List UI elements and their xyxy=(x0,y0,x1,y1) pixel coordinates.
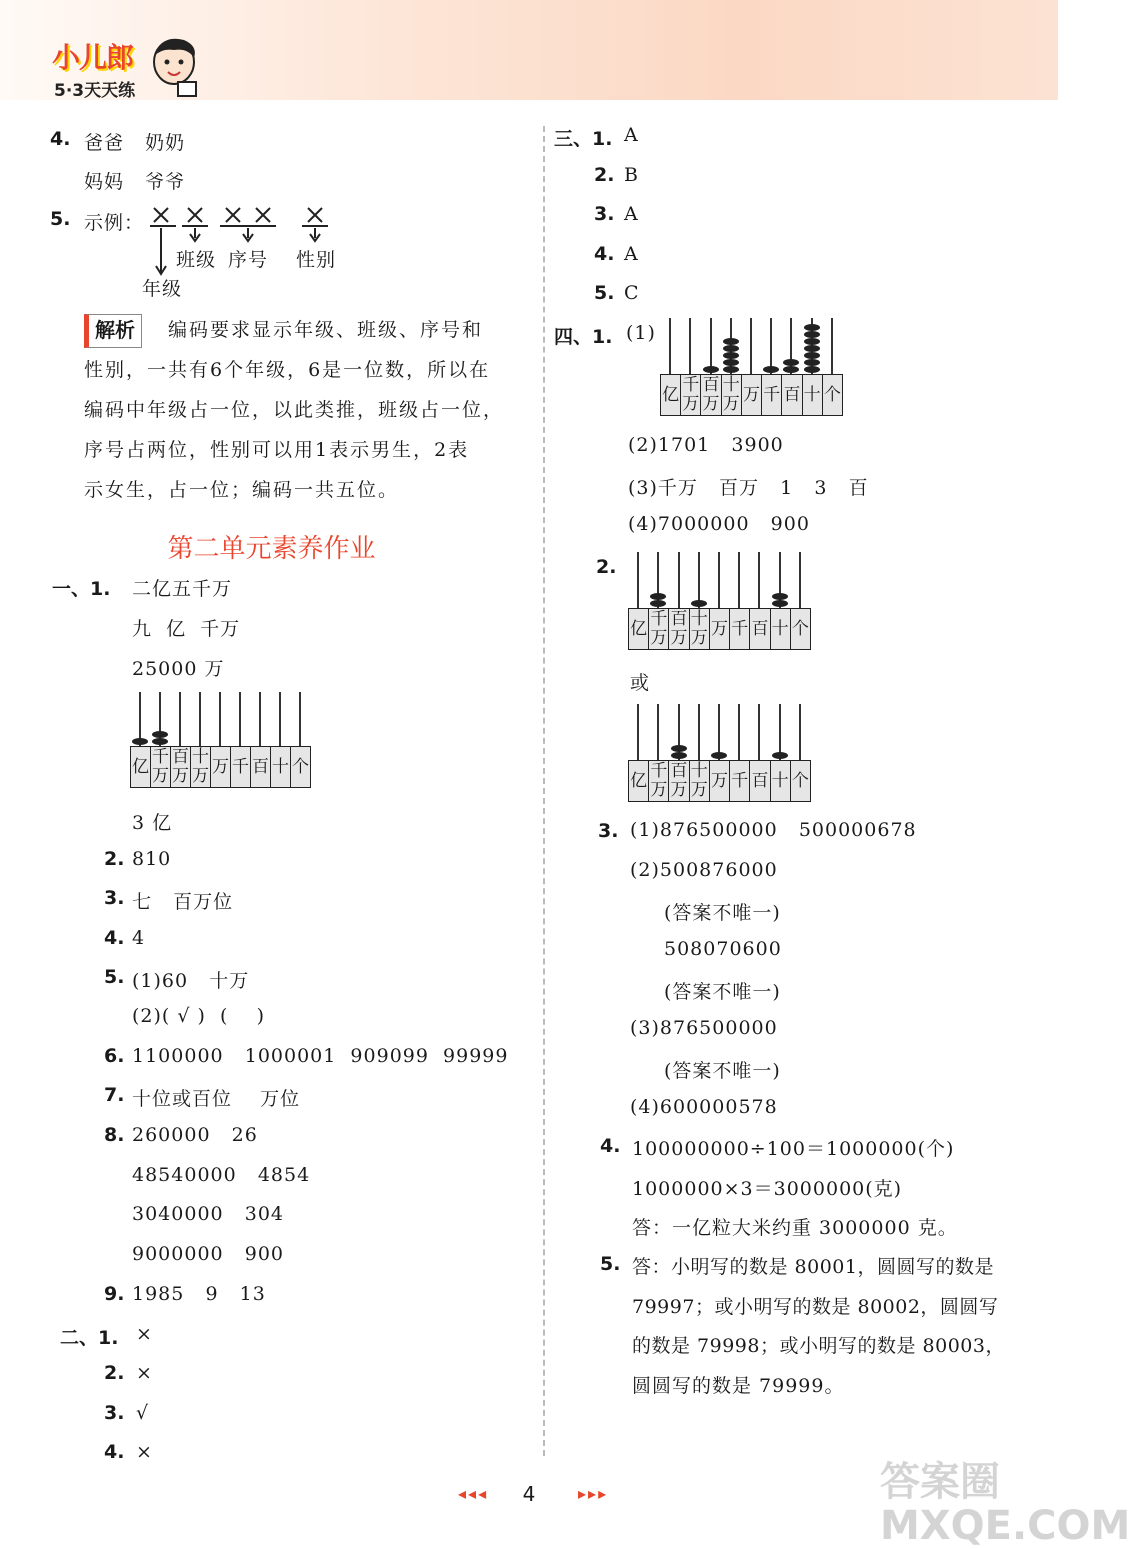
abacus-bead xyxy=(772,752,788,759)
left-item-label: 二、1. xyxy=(60,1327,119,1349)
abacus-place-label: 亿 xyxy=(628,760,649,802)
analysis-line-2: 性别，一共有6个年级，6是一位数，所以在 xyxy=(84,359,491,381)
left-item-text: 48540000 4854 xyxy=(132,1164,311,1186)
abacus-rod xyxy=(698,704,700,760)
abacus-place-label: 百 xyxy=(250,746,271,788)
left-item-label: 3. xyxy=(104,887,125,909)
right-item-text: (答案不唯一) xyxy=(664,981,781,1003)
left-item-text: 1985 9 13 xyxy=(132,1283,266,1305)
abacus-bead xyxy=(783,366,799,373)
abacus-rod xyxy=(199,692,201,746)
abacus-place-label: 千 万 xyxy=(648,608,669,650)
abacus-right-q1 xyxy=(660,318,842,416)
left-item-label: 一、1. xyxy=(52,578,111,600)
abacus-right-q2b xyxy=(628,704,810,802)
abacus-place-label: 百 xyxy=(749,608,770,650)
left-item-text: 25000 万 xyxy=(132,658,225,680)
abacus-place-label: 十 xyxy=(770,608,791,650)
abacus-bead xyxy=(711,752,727,759)
abacus-rod xyxy=(799,552,801,608)
abacus-rod xyxy=(239,692,241,746)
logo xyxy=(40,28,200,104)
right-item-text: (2)500876000 xyxy=(630,859,778,881)
left-item-label: 4. xyxy=(104,927,125,949)
left-item-label: 8. xyxy=(104,1124,125,1146)
right-item-text: 圆圆写的数是 79999。 xyxy=(632,1375,845,1397)
diagram-label-class: 班级 xyxy=(176,249,217,271)
right-item-label: 3. xyxy=(598,820,619,842)
abacus-rod xyxy=(738,704,740,760)
abacus-rod xyxy=(259,692,261,746)
right-item-label: 4. xyxy=(594,243,615,265)
left-item-label: 9. xyxy=(104,1283,125,1305)
right-item-text: (3)876500000 xyxy=(630,1017,778,1039)
right-item-text: 答：小明写的数是 80001，圆圆写的数是 xyxy=(632,1256,994,1278)
analysis-line-5: 示女生，占一位；编码一共五位。 xyxy=(84,479,400,501)
left-item-text: (1)60 十万 xyxy=(132,970,250,992)
abacus-bead xyxy=(723,338,739,345)
abacus-place-label: 十 万 xyxy=(689,760,710,802)
left-item-text: 二亿五千万 xyxy=(132,578,233,600)
left-item-label: 4. xyxy=(104,1441,125,1463)
right-item-text: B xyxy=(624,164,639,186)
left-item-text: 1100000 1000001 909099 99999 xyxy=(132,1045,509,1067)
right-item-text: A xyxy=(624,243,639,265)
abacus-place-label: 个 xyxy=(790,608,811,650)
abacus-bead xyxy=(723,352,739,359)
abacus-left-q1 xyxy=(130,692,310,788)
abacus-rod xyxy=(678,552,680,608)
abacus-place-label: 千 xyxy=(729,608,750,650)
abacus-bead xyxy=(671,752,687,759)
left-item-label: 2. xyxy=(104,1362,125,1384)
abacus-place-label: 百 万 xyxy=(700,374,721,416)
abacus-bead xyxy=(804,338,820,345)
left-item-text: 260000 26 xyxy=(132,1124,258,1146)
question-4-line-2: 妈妈 爷爷 xyxy=(84,171,186,193)
abacus-bead xyxy=(132,738,148,745)
analysis-badge: 解析 xyxy=(84,314,142,348)
right-item-text: (4)7000000 900 xyxy=(628,513,810,535)
abacus-bead xyxy=(804,345,820,352)
diagram-label-grade: 年级 xyxy=(142,278,183,300)
abacus-rod xyxy=(750,318,752,374)
right-item-text: 1000000×3＝3000000(克) xyxy=(632,1178,903,1200)
abacus-place-label: 百 万 xyxy=(172,747,189,786)
abacus-bead xyxy=(650,593,666,600)
mascot-icon xyxy=(144,32,204,102)
abacus-bead xyxy=(804,324,820,331)
logo-subtitle: 5·3天天练 xyxy=(54,81,136,101)
abacus-place-label: 十 万 xyxy=(192,747,209,786)
abacus-bead xyxy=(152,731,168,738)
left-item-text: × xyxy=(136,1362,153,1384)
left-item-text: 3040000 304 xyxy=(132,1203,285,1225)
right-item-label: 3. xyxy=(594,203,615,225)
abacus-bead xyxy=(703,366,719,373)
question-5-text: 示例： xyxy=(84,212,145,234)
abacus-bead xyxy=(804,366,820,373)
abacus-bead xyxy=(691,600,707,607)
right-item-label: 2. xyxy=(596,556,617,578)
column-divider xyxy=(543,126,545,1456)
left-item-text: √ xyxy=(136,1402,150,1424)
right-item-label: 5. xyxy=(594,282,615,304)
abacus-bead xyxy=(772,593,788,600)
left-item-label: 5. xyxy=(104,966,125,988)
abacus-bead xyxy=(772,600,788,607)
abacus-place-label: 十 xyxy=(802,374,823,416)
abacus-rod xyxy=(738,552,740,608)
abacus-bead xyxy=(723,366,739,373)
next-arrows-icon: ▸▸▸ xyxy=(578,1484,609,1503)
abacus-place-label: 千 万 xyxy=(152,747,169,786)
abacus-bead xyxy=(723,345,739,352)
logo-title: 小儿郎 xyxy=(52,41,134,74)
right-item-text: (答案不唯一) xyxy=(664,902,781,924)
abacus-bead xyxy=(783,359,799,366)
analysis-line-3: 编码中年级占一位，以此类推，班级占一位， xyxy=(84,399,505,421)
abacus-bead xyxy=(671,745,687,752)
analysis-line-4: 序号占两位，性别可以用1表示男生，2表 xyxy=(84,439,470,461)
abacus-place-label: 个 xyxy=(290,746,311,788)
abacus-place-label: 亿 xyxy=(628,608,649,650)
diagram-label-number: 序号 xyxy=(228,249,269,271)
prev-arrows-icon: ◂◂◂ xyxy=(458,1484,489,1503)
abacus-place-label: 千 万 xyxy=(648,760,669,802)
left-item-text: 十位或百位 万位 xyxy=(132,1088,301,1110)
abacus-rod xyxy=(179,692,181,746)
diagram-label-gender: 性别 xyxy=(296,249,337,271)
right-item-text: (1) xyxy=(626,322,656,344)
abacus-place-label: 千 万 xyxy=(680,374,701,416)
abacus-rod xyxy=(657,704,659,760)
abacus-place-label: 百 万 xyxy=(668,608,689,650)
abacus-bead xyxy=(804,352,820,359)
right-item-text: 答：一亿粒大米约重 3000000 克。 xyxy=(632,1217,958,1239)
question-5-label: 5. xyxy=(50,208,71,230)
abacus-bead xyxy=(804,331,820,338)
abacus-rod xyxy=(718,552,720,608)
analysis-line-1: 编码要求显示年级、班级、序号和 xyxy=(168,319,484,341)
abacus-bead xyxy=(650,600,666,607)
right-item-text: (1)876500000 500000678 xyxy=(630,819,917,841)
right-item-label: 四、1. xyxy=(554,326,613,348)
left-item-label: 6. xyxy=(104,1045,125,1067)
abacus-place-label: 亿 xyxy=(130,746,151,788)
right-item-label: 5. xyxy=(600,1253,621,1275)
right-item-text: (3)千万 百万 1 3 百 xyxy=(628,477,869,499)
left-item-label: 7. xyxy=(104,1084,125,1106)
left-item-text: 810 xyxy=(132,848,172,870)
right-item-label: 三、1. xyxy=(554,128,613,150)
abacus-rod xyxy=(799,704,801,760)
right-item-text: A xyxy=(624,203,639,225)
watermark xyxy=(880,1460,1130,1548)
abacus-place-label: 亿 xyxy=(660,374,681,416)
abacus-place-label: 十 万 xyxy=(721,374,742,416)
abacus-rod xyxy=(758,552,760,608)
left-item-text: 4 xyxy=(132,927,146,949)
abacus-place-label: 千 xyxy=(729,760,750,802)
left-item-text: × xyxy=(136,1323,153,1345)
abacus-place-label: 万 xyxy=(709,760,730,802)
left-item-text: 七 百万位 xyxy=(132,891,234,913)
abacus-place-label: 万 xyxy=(741,374,762,416)
right-item-text: 或 xyxy=(630,672,651,694)
question-4-line-1: 爸爸 奶奶 xyxy=(84,132,186,154)
abacus-rod xyxy=(299,692,301,746)
abacus-rod xyxy=(219,692,221,746)
right-item-text: (答案不唯一) xyxy=(664,1060,781,1082)
abacus-bead xyxy=(763,366,779,373)
abacus-place-label: 万 xyxy=(709,608,730,650)
abacus-place-label: 十 万 xyxy=(689,608,710,650)
left-item-text: (2)( √ ) ( ) xyxy=(132,1005,265,1027)
abacus-place-label: 万 xyxy=(210,746,231,788)
right-item-label: 2. xyxy=(594,164,615,186)
abacus-place-label: 千 xyxy=(230,746,251,788)
right-item-label: 4. xyxy=(600,1135,621,1157)
right-item-text: (4)600000578 xyxy=(630,1096,778,1118)
right-item-text: 79997；或小明写的数是 80002，圆圆写 xyxy=(632,1296,999,1318)
right-item-text: 508070600 xyxy=(664,938,782,960)
abacus-rod xyxy=(689,318,691,374)
left-item-label: 3. xyxy=(104,1402,125,1424)
abacus-place-label: 个 xyxy=(822,374,843,416)
abacus-place-label: 十 xyxy=(270,746,291,788)
abacus-rod xyxy=(669,318,671,374)
abacus-rod xyxy=(637,704,639,760)
abacus-rod xyxy=(831,318,833,374)
right-item-text: A xyxy=(624,124,639,146)
left-item-text: 3 亿 xyxy=(132,812,173,834)
right-item-text: 100000000÷100＝1000000(个) xyxy=(632,1138,955,1160)
abacus-bead xyxy=(804,359,820,366)
abacus-bead xyxy=(152,738,168,745)
right-item-text: 的数是 79998；或小明写的数是 80003， xyxy=(632,1335,1005,1357)
right-item-text: C xyxy=(624,282,640,304)
abacus-place-label: 百 xyxy=(749,760,770,802)
section-title: 第二单元素养作业 xyxy=(167,534,376,564)
left-item-label: 2. xyxy=(104,848,125,870)
abacus-bead xyxy=(723,359,739,366)
abacus-place-label: 百 万 xyxy=(668,760,689,802)
abacus-place-label: 个 xyxy=(790,760,811,802)
watermark-text: 答案圈 MXQE.COM xyxy=(880,1459,1130,1549)
abacus-place-label: 千 xyxy=(761,374,782,416)
abacus-place-label: 十 xyxy=(770,760,791,802)
abacus-rod xyxy=(279,692,281,746)
page-number: 4 xyxy=(522,1482,536,1506)
abacus-place-label: 百 xyxy=(781,374,802,416)
left-item-text: 9000000 900 xyxy=(132,1243,285,1265)
abacus-rod xyxy=(637,552,639,608)
left-item-text: 九 亿 千万 xyxy=(132,618,241,640)
right-item-text: (2)1701 3900 xyxy=(628,434,784,456)
abacus-right-q2a xyxy=(628,552,810,650)
question-4-label: 4. xyxy=(50,128,71,150)
left-item-text: × xyxy=(136,1441,153,1463)
abacus-rod xyxy=(758,704,760,760)
